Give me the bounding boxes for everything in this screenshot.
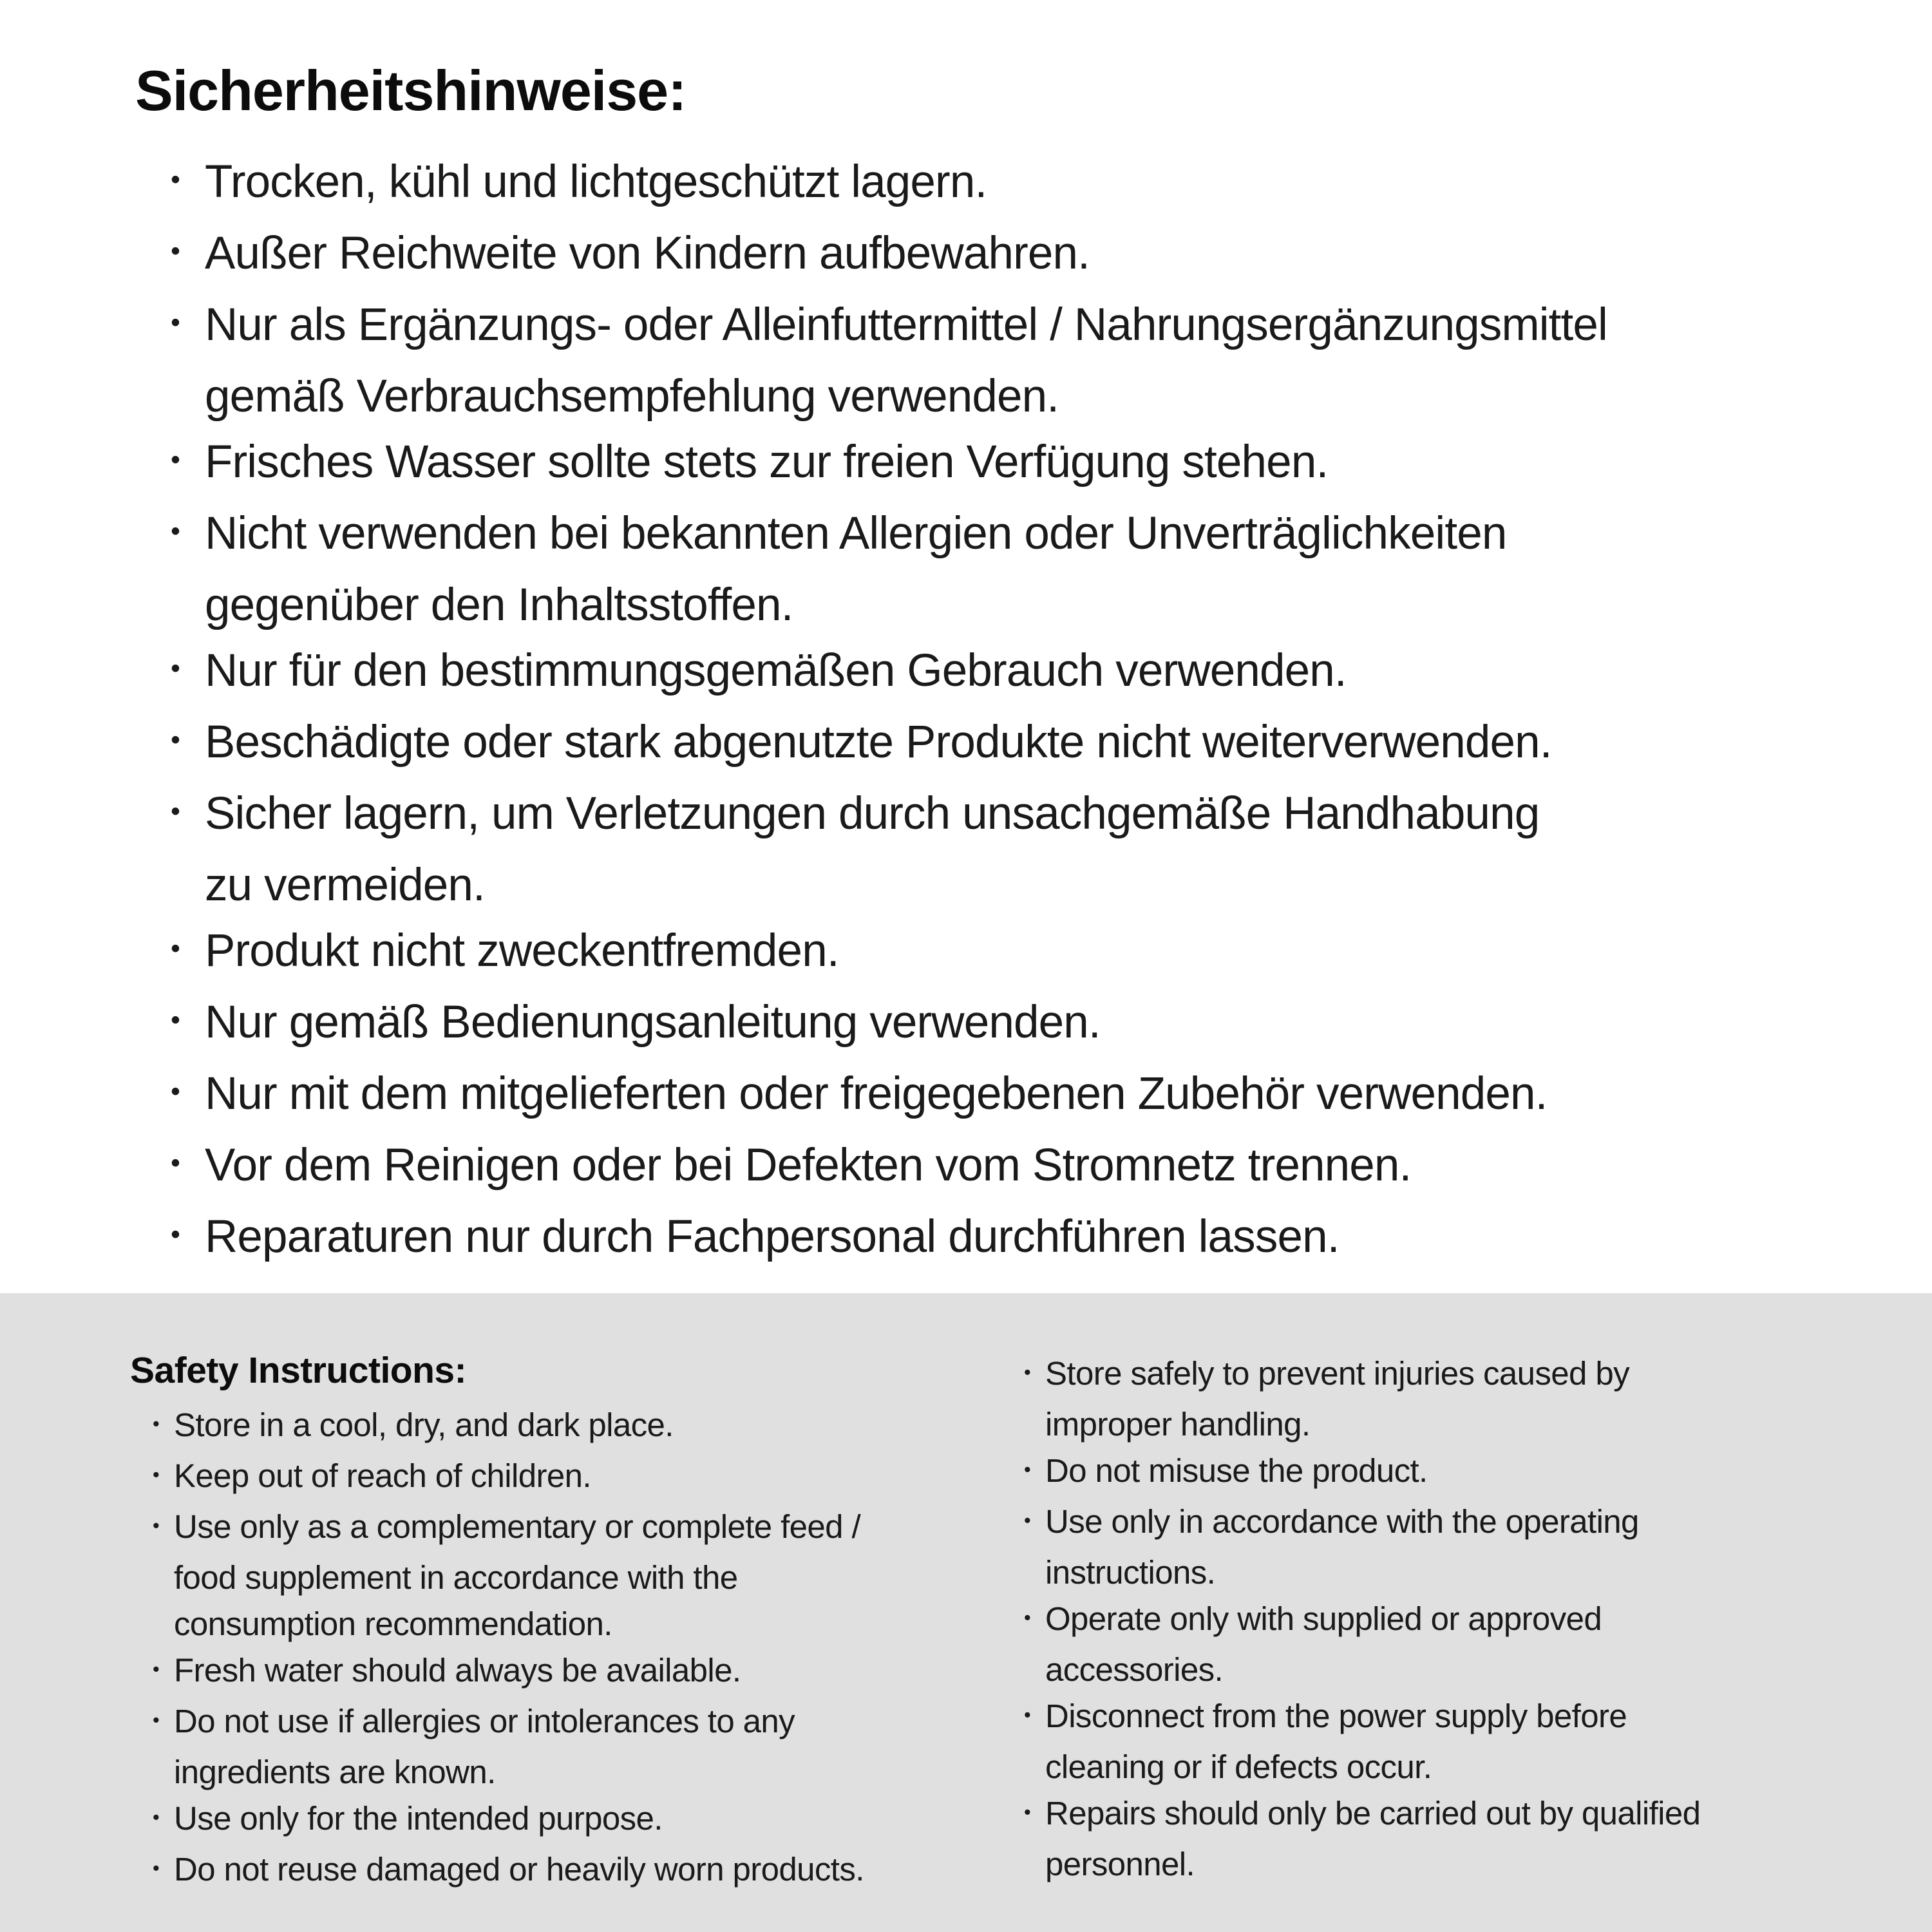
bullet-text: food supplement in accordance with the [174, 1559, 738, 1596]
bullet-text: Use only in accordance with the operating [1045, 1503, 1639, 1540]
bullet-text: Repairs should only be carried out by qualified [1045, 1795, 1701, 1832]
bullet-icon: • [171, 236, 180, 267]
bullet-icon: • [171, 933, 180, 965]
bullet-line [1024, 1350, 1880, 1401]
bullet-icon: • [1024, 1801, 1031, 1823]
bullet-icon: • [153, 1514, 160, 1537]
bullet-icon: • [171, 1076, 180, 1108]
bullet-icon: • [171, 724, 180, 756]
bullet-text: Reparaturen nur durch Fachpersonal durchführen lassen. [205, 1211, 1340, 1262]
bullet-text: Nicht verwenden bei bekannten Allergien oder Unverträglichkeiten [205, 508, 1507, 559]
bullet-icon: • [1024, 1361, 1031, 1383]
bullet-text: Fresh water should always be available. [174, 1652, 741, 1689]
bullet-text: Store safely to prevent injuries caused by [1045, 1355, 1629, 1392]
bullet-text: improper handling. [1045, 1406, 1311, 1443]
bullet-icon: • [153, 1463, 160, 1486]
continuation-line [171, 364, 1855, 430]
bullet-line [171, 501, 1855, 573]
bullet-line [171, 1204, 1855, 1276]
bullet-icon: • [171, 164, 180, 196]
bullet-icon: • [1024, 1606, 1031, 1629]
bullet-line [153, 1504, 1024, 1555]
bullet-line [153, 1846, 1024, 1897]
bullet-icon: • [171, 1219, 180, 1251]
bullet-line [171, 710, 1855, 781]
bullet-text: Außer Reichweite von Kindern aufbewahren. [205, 228, 1090, 279]
bullet-icon: • [153, 1658, 160, 1680]
bullet-text: Sicher lagern, um Verletzungen durch unsachgemäße Handhabung [205, 788, 1540, 839]
continuation-line [153, 1555, 1024, 1601]
continuation-line [1024, 1401, 1880, 1448]
bullet-line [171, 292, 1855, 364]
bullet-text: cleaning or if defects occur. [1045, 1748, 1432, 1785]
bullet-text: zu vermeiden. [205, 860, 485, 911]
german-heading: Sicherheitshinweise: [135, 59, 687, 122]
bullet-text: Nur gemäß Bedienungsanleitung verwenden. [205, 997, 1101, 1048]
bullet-icon: • [1024, 1509, 1031, 1531]
continuation-line [153, 1601, 1024, 1647]
bullet-text: consumption recommendation. [174, 1605, 612, 1642]
german-bullet-list [135, 149, 1855, 1276]
bullet-text: Produkt nicht zweckentfremden. [205, 925, 839, 976]
bullet-line [171, 990, 1855, 1061]
bullet-text: Nur mit dem mitgelieferten oder freigegebenen Zubehör verwenden. [205, 1068, 1548, 1119]
bullet-line [1024, 1790, 1880, 1841]
bullet-line [171, 918, 1855, 990]
bullet-line [171, 1133, 1855, 1204]
bullet-icon: • [171, 796, 180, 828]
bullet-line [171, 430, 1855, 501]
bullet-line [1024, 1596, 1880, 1647]
bullet-icon: • [153, 1857, 160, 1879]
continuation-line [153, 1749, 1024, 1795]
bullet-text: Operate only with supplied or approved [1045, 1600, 1602, 1637]
bullet-text: Use only for the intended purpose. [174, 1800, 663, 1837]
bullet-line [1024, 1499, 1880, 1549]
bullet-text: Nur für den bestimmungsgemäßen Gebrauch verwenden. [205, 645, 1347, 696]
bullet-icon: • [1024, 1703, 1031, 1726]
continuation-line [171, 853, 1855, 918]
continuation-line [1024, 1647, 1880, 1693]
bullet-icon: • [171, 653, 180, 685]
bullet-icon: • [171, 1005, 180, 1036]
bullet-line [171, 1061, 1855, 1133]
bullet-text: gemäß Verbrauchsempfehlung verwenden. [205, 371, 1059, 422]
bullet-line [171, 781, 1855, 853]
english-left-bullet-list [130, 1402, 1024, 1897]
bullet-icon: • [171, 516, 180, 547]
bullet-line [153, 1698, 1024, 1749]
bullet-text: Store in a cool, dry, and dark place. [174, 1406, 674, 1443]
bullet-icon: • [171, 307, 180, 339]
bullet-text: personnel. [1045, 1846, 1195, 1882]
bullet-text: Use only as a complementary or complete feed / [174, 1508, 861, 1545]
english-right-bullet-list [1024, 1350, 1880, 1888]
continuation-line [1024, 1841, 1880, 1888]
bullet-icon: • [1024, 1458, 1031, 1481]
bullet-line [153, 1795, 1024, 1846]
bullet-line [153, 1647, 1024, 1698]
bullet-line [1024, 1693, 1880, 1744]
bullet-text: Vor dem Reinigen oder bei Defekten vom Stromnetz trennen. [205, 1140, 1412, 1191]
bullet-line [171, 638, 1855, 710]
english-section [0, 1293, 1932, 1932]
english-right-column [1024, 1350, 1880, 1888]
continuation-line [1024, 1744, 1880, 1790]
bullet-text: Do not reuse damaged or heavily worn products. [174, 1851, 864, 1888]
bullet-text: Keep out of reach of children. [174, 1457, 591, 1494]
bullet-icon: • [153, 1806, 160, 1828]
bullet-line [153, 1453, 1024, 1504]
bullet-text: Disconnect from the power supply before [1045, 1698, 1627, 1734]
bullet-text: instructions. [1045, 1554, 1216, 1591]
bullet-icon: • [171, 444, 180, 476]
continuation-line [1024, 1549, 1880, 1596]
bullet-line [171, 221, 1855, 292]
bullet-icon: • [153, 1709, 160, 1731]
bullet-text: Trocken, kühl und lichtgeschützt lagern. [205, 156, 987, 207]
english-heading: Safety Instructions: [130, 1350, 467, 1391]
bullet-text: Do not use if allergies or intolerances to any [174, 1703, 795, 1739]
english-left-column [130, 1345, 1024, 1897]
bullet-text: Beschädigte oder stark abgenutzte Produkte nicht weiterverwenden. [205, 717, 1552, 768]
bullet-text: gegenüber den Inhaltsstoffen. [205, 580, 793, 630]
bullet-line [153, 1402, 1024, 1453]
bullet-text: Do not misuse the product. [1045, 1452, 1428, 1489]
bullet-text: accessories. [1045, 1651, 1224, 1688]
bullet-text: ingredients are known. [174, 1754, 496, 1790]
continuation-line [171, 573, 1855, 638]
bullet-line [171, 149, 1855, 221]
bullet-line [1024, 1448, 1880, 1499]
bullet-text: Frisches Wasser sollte stets zur freien Verfügung stehen. [205, 437, 1329, 488]
bullet-text: Nur als Ergänzungs- oder Alleinfuttermittel / Nahrungsergänzungsmittel [205, 299, 1607, 350]
bullet-icon: • [171, 1148, 180, 1179]
bullet-icon: • [153, 1412, 160, 1435]
